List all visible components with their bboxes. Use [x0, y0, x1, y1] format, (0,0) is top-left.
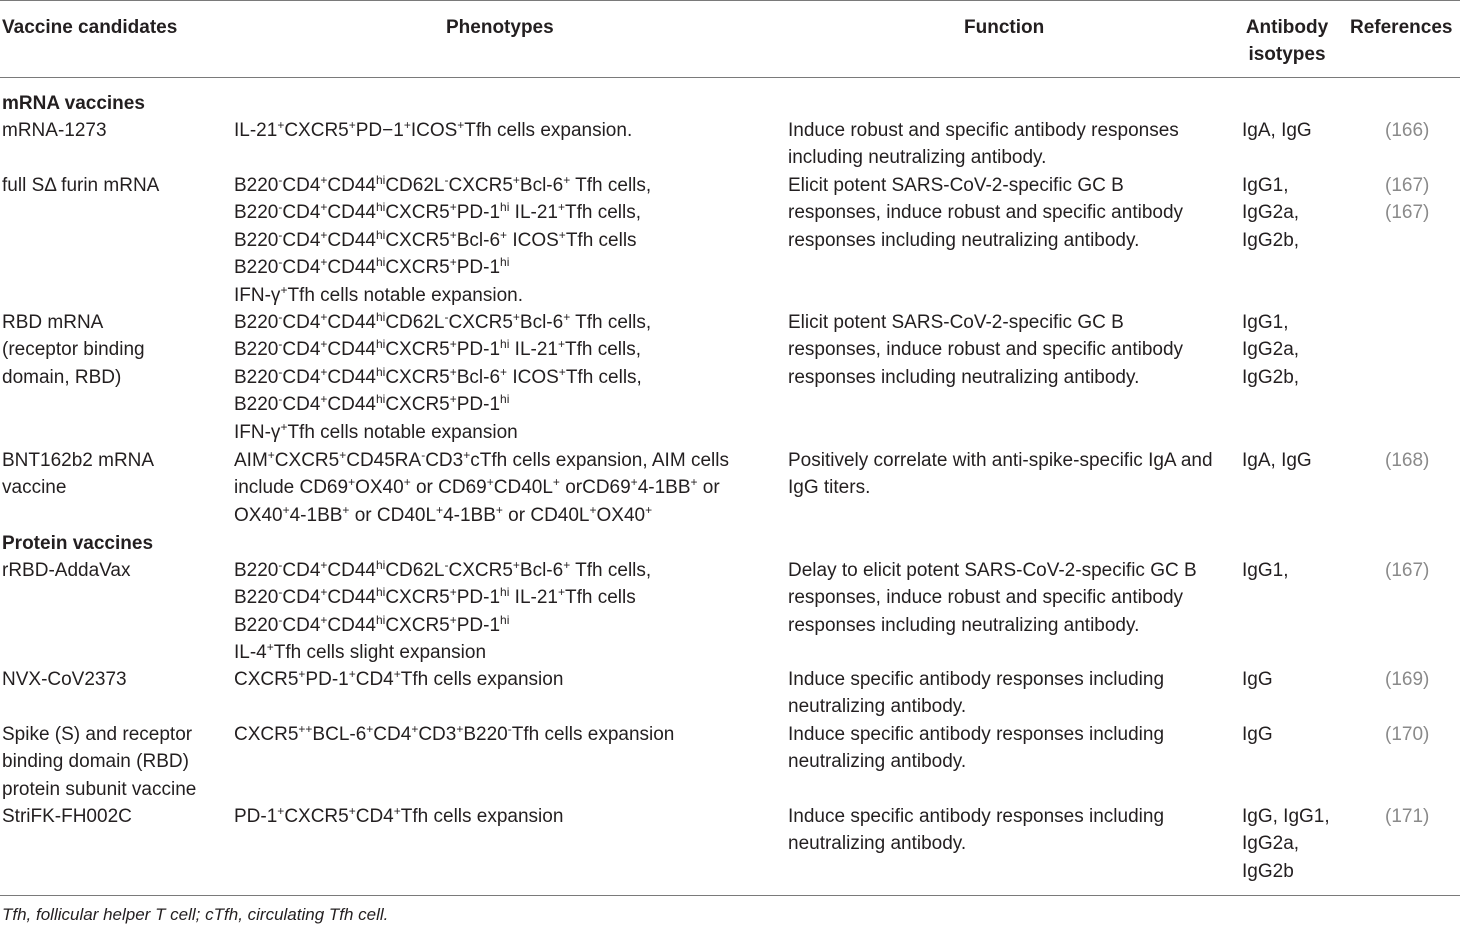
cell-line: neutralizing antibody.	[788, 751, 967, 773]
reference-cell[interactable]	[1385, 447, 1429, 474]
cell-line: vaccine	[2, 477, 67, 499]
cell-line: BNT162b2 mRNA	[2, 450, 155, 471]
cell-line: IgG	[1242, 724, 1273, 745]
cell-line: IgG2a,	[1242, 833, 1300, 855]
cell-line: AIM+CXCR5+CD45RA-CD3+cTfh cells expansion, AIM cells	[234, 448, 729, 471]
vaccine-cell	[2, 803, 132, 830]
cell-line: $B220^-CD4^+CD44^{hi}CXCR5^+PD-1^{hi}$ IL-21+Tfh cells	[234, 585, 636, 609]
cell-line: IgG1,	[1242, 560, 1289, 581]
phenotypes-cell	[234, 172, 651, 309]
reference-link[interactable]: (167)	[1385, 202, 1430, 224]
cell-line: Elicit potent SARS-CoV-2-specific GC B	[788, 312, 1124, 333]
reference-cell[interactable]	[1385, 117, 1429, 144]
cell-line: responses, induce robust and specific antibody	[788, 587, 1184, 609]
cell-line: $B220^-CD4^+CD44^{hi}CXCR5^+Bcl-6^+$ ICOS+Tfh cells	[234, 227, 637, 251]
cell-line: include CD69+OX40+ or CD69+CD40L+ orCD69+4-1BB+ or	[234, 475, 720, 499]
cell-line: binding domain (RBD)	[2, 751, 189, 773]
cell-line: rRBD-AddaVax	[2, 560, 131, 581]
cell-line: Elicit potent SARS-CoV-2-specific GC B	[788, 175, 1124, 196]
reference-cell[interactable]	[1385, 172, 1429, 227]
cell-line: $B220^-CD4^+CD44^{hi}CD62L^-CXCR5^+Bcl-6^+$ Tfh cells,	[234, 173, 652, 196]
cell-line: IgG2a,	[1242, 339, 1300, 361]
cell-line: $B220^-CD4^+CD44^{hi}CD62L^-CXCR5^+Bcl-6^+$ Tfh cells,	[234, 310, 652, 333]
cell-line: $B220^-CD4^+CD44^{hi}CD62L^-CXCR5^+Bcl-6^+$ Tfh cells,	[234, 558, 652, 581]
cell-line: $B220^-CD4^+CD44^{hi}CXCR5^+PD-1^{hi}$ IL-21+Tfh cells,	[234, 200, 642, 224]
cell-line: including neutralizing antibody.	[788, 147, 1047, 169]
phenotypes-cell	[234, 309, 651, 446]
phenotypes-cell	[234, 666, 563, 693]
vaccine-cell	[2, 447, 154, 502]
function-cell	[788, 666, 1164, 721]
function-cell	[788, 803, 1164, 858]
reference-link[interactable]: (170)	[1385, 724, 1430, 745]
reference-cell[interactable]	[1385, 721, 1429, 748]
cell-line: StriFK-FH002C	[2, 806, 132, 827]
function-cell	[788, 117, 1179, 172]
vaccine-cell	[2, 117, 107, 144]
cell-line: responses including neutralizing antibody.	[788, 229, 1140, 251]
reference-link[interactable]: (168)	[1385, 450, 1430, 471]
cell-line: $B220^-CD4^+CD44^{hi}CXCR5^+PD-1^{hi}$	[234, 392, 510, 416]
isotypes-cell	[1242, 666, 1273, 693]
cell-line: Induce specific antibody responses including	[788, 669, 1165, 690]
isotypes-cell	[1242, 803, 1330, 885]
section-mrna-vaccines: mRNA vaccines	[2, 93, 145, 114]
cell-line: IgG1,	[1242, 312, 1289, 333]
cell-line: neutralizing antibody.	[788, 696, 967, 718]
reference-link[interactable]: (167)	[1385, 175, 1430, 196]
function-cell	[788, 172, 1183, 254]
cell-line: $B220^-CD4^+CD44^{hi}CXCR5^+Bcl-6^+$ ICOS+Tfh cells,	[234, 364, 642, 388]
reference-cell[interactable]	[1385, 557, 1429, 584]
vaccine-cell	[2, 309, 145, 391]
function-cell	[788, 309, 1183, 391]
isotypes-cell	[1242, 721, 1273, 748]
cell-line: responses, induce robust and specific antibody	[788, 202, 1184, 224]
section-protein-vaccines: Protein vaccines	[2, 533, 154, 554]
cell-line: IL-4+Tfh cells slight expansion	[234, 640, 487, 664]
cell-line: responses including neutralizing antibody.	[788, 366, 1140, 388]
cell-line: $B220^-CD4^+CD44^{hi}CXCR5^+PD-1^{hi}$	[234, 255, 510, 279]
header-antibody-isotypes	[1240, 14, 1334, 68]
cell-line: IgA, IgG	[1242, 450, 1312, 471]
cell-line: CXCR5+PD-1+CD4+Tfh cells expansion	[234, 667, 564, 690]
cell-line: IgG2a,	[1242, 202, 1300, 224]
phenotypes-cell	[234, 721, 674, 748]
cell-line: Induce specific antibody responses including	[788, 806, 1165, 827]
header-references: References	[1350, 17, 1453, 38]
table-top-rule	[0, 0, 1460, 1]
cell-line: (receptor binding	[2, 339, 145, 361]
vaccine-cell	[2, 557, 130, 584]
table-footnote: Tfh, follicular helper T cell; cTfh, circulating Tfh cell.	[2, 905, 389, 924]
cell-line: CXCR5++BCL-6+CD4+CD3+B220-Tfh cells expansion	[234, 722, 675, 745]
reference-link[interactable]: (166)	[1385, 120, 1430, 141]
vaccine-cell	[2, 172, 159, 199]
cell-line: protein subunit vaccine	[2, 778, 197, 800]
cell-line: Positively correlate with anti-spike-specific IgA and	[788, 450, 1213, 471]
cell-line: IgG, IgG1,	[1242, 806, 1330, 827]
isotypes-cell	[1242, 309, 1299, 391]
function-cell	[788, 721, 1164, 776]
header-antibody-line2: isotypes	[1248, 44, 1326, 65]
header-phenotypes: Phenotypes	[446, 17, 554, 38]
header-bottom-rule	[0, 77, 1460, 78]
cell-line: responses, induce robust and specific antibody	[788, 339, 1184, 361]
reference-cell[interactable]	[1385, 803, 1429, 830]
cell-line: neutralizing antibody.	[788, 833, 967, 855]
isotypes-cell	[1242, 117, 1312, 144]
cell-line: IgG	[1242, 669, 1273, 690]
cell-line: IgG2b,	[1242, 229, 1300, 251]
cell-line: responses including neutralizing antibody.	[788, 614, 1140, 636]
cell-line: PD-1+CXCR5+CD4+Tfh cells expansion	[234, 804, 564, 827]
cell-line: Induce robust and specific antibody responses	[788, 120, 1179, 141]
vaccine-cell	[2, 666, 127, 693]
phenotypes-cell	[234, 117, 632, 144]
reference-cell[interactable]	[1385, 666, 1429, 693]
cell-line: Delay to elicit potent SARS-CoV-2-specific GC B	[788, 560, 1197, 581]
cell-line: NVX-CoV2373	[2, 669, 127, 690]
table-bottom-rule	[0, 895, 1460, 896]
isotypes-cell	[1242, 557, 1288, 584]
cell-line: OX40+4-1BB+ or CD40L+4-1BB+ or CD40L+OX40+	[234, 502, 653, 526]
isotypes-cell	[1242, 447, 1312, 474]
cell-line: full SΔ furin mRNA	[2, 175, 160, 196]
cell-line: RBD mRNA	[2, 312, 104, 333]
vaccine-cell	[2, 721, 196, 803]
phenotypes-cell	[234, 557, 651, 667]
cell-line: mRNA-1273	[2, 120, 107, 141]
cell-line: IgG titers.	[788, 477, 871, 499]
header-antibody-line1: Antibody	[1245, 17, 1329, 38]
header-vaccine-candidates: Vaccine candidates	[2, 17, 178, 38]
cell-line: IgG2b,	[1242, 366, 1300, 388]
cell-line: IL-21+CXCR5+PD−1+ICOS+Tfh cells expansion.	[234, 118, 633, 141]
phenotypes-cell	[234, 447, 729, 529]
header-function: Function	[964, 17, 1045, 38]
isotypes-cell	[1242, 172, 1299, 254]
cell-line: IgA, IgG	[1242, 120, 1312, 141]
reference-link[interactable]: (167)	[1385, 560, 1430, 581]
cell-line: IFN-γ+Tfh cells notable expansion.	[234, 282, 523, 306]
function-cell	[788, 447, 1213, 502]
cell-line: Spike (S) and receptor	[2, 724, 193, 745]
cell-line: IgG1,	[1242, 175, 1289, 196]
cell-line: $B220^-CD4^+CD44^{hi}CXCR5^+PD-1^{hi}$	[234, 612, 510, 636]
function-cell	[788, 557, 1197, 639]
reference-link[interactable]: (171)	[1385, 806, 1430, 827]
phenotypes-cell	[234, 803, 563, 830]
cell-line: IFN-γ+Tfh cells notable expansion	[234, 419, 518, 443]
reference-link[interactable]: (169)	[1385, 669, 1430, 690]
cell-line: IgG2b	[1242, 860, 1294, 882]
cell-line: domain, RBD)	[2, 366, 122, 388]
cell-line: Induce specific antibody responses including	[788, 724, 1165, 745]
cell-line: $B220^-CD4^+CD44^{hi}CXCR5^+PD-1^{hi}$ IL-21+Tfh cells,	[234, 337, 642, 361]
